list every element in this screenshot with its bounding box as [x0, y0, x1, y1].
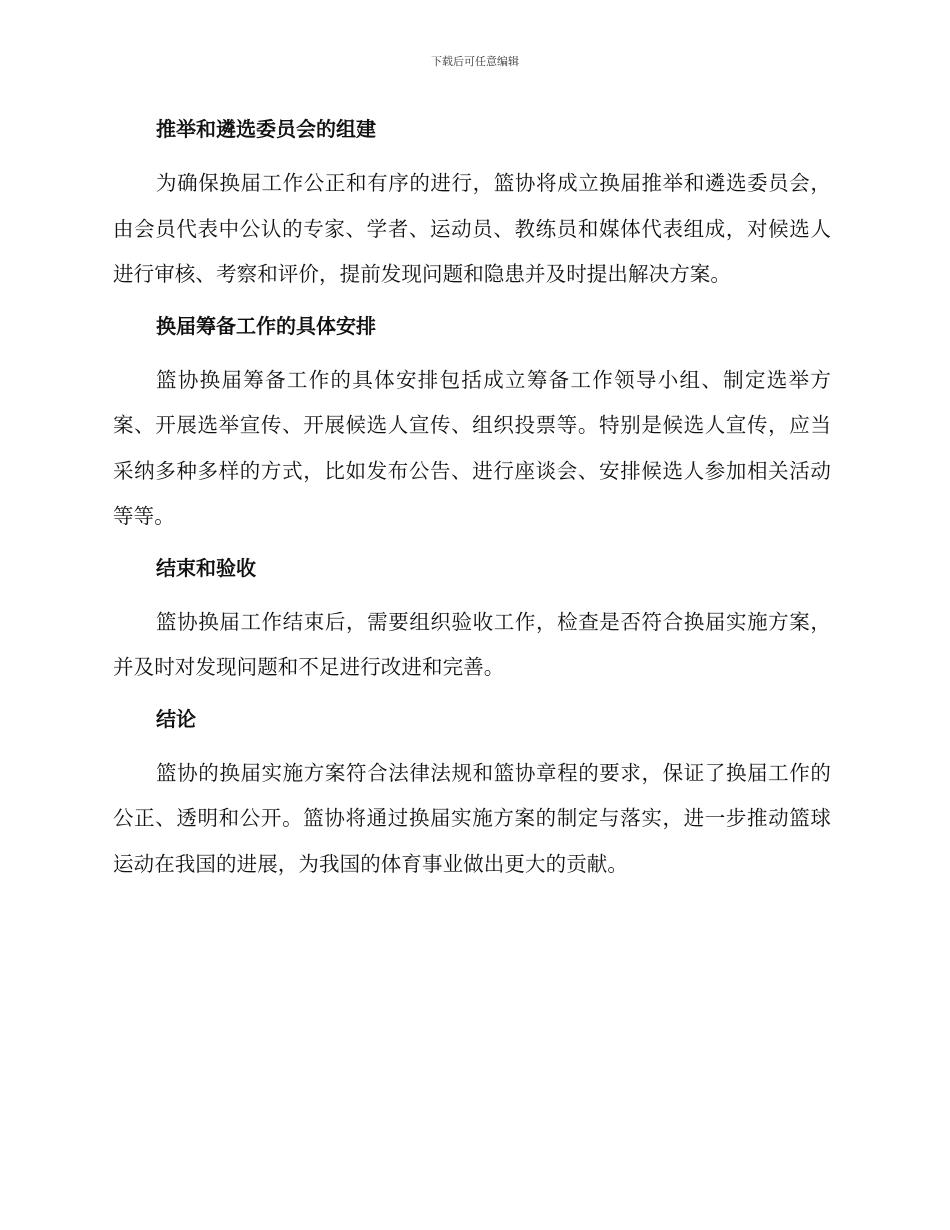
- section-heading: 推举和遴选委员会的组建: [156, 117, 376, 141]
- section-paragraph: 篮协换届筹备工作的具体安排包括成立筹备工作领导小组、制定选举方案、开展选举宣传、开展候选人宣传、组织投票等。特别是候选人宣传，应当采纳多种多样的方式，比如发布公告、进行座谈会、安排候选人参加相关活动等等。: [113, 367, 831, 528]
- section-conclusion: [113, 704, 831, 888]
- section-heading: 结论: [156, 706, 196, 731]
- page-header: 下载后可任意编辑: [431, 55, 519, 68]
- section-heading: 结束和验收: [156, 555, 256, 580]
- section-acceptance: [113, 553, 831, 691]
- document-body: [113, 114, 831, 900]
- section-preparation: [113, 311, 831, 540]
- section-paragraph: 为确保换届工作公正和有序的进行，篮协将成立换届推举和遴选委员会，由会员代表中公认的专家、学者、运动员、教练员和媒体代表组成，对候选人进行审核、考察和评价，提前发现问题和隐患并及时提出解决方案。: [113, 171, 831, 286]
- section-paragraph: 篮协的换届实施方案符合法律法规和篮协章程的要求，保证了换届工作的公正、透明和公开。篮协将通过换届实施方案的制定与落实，进一步推动篮球运动在我国的进展，为我国的体育事业做出更大的贡献。: [113, 760, 831, 876]
- section-heading: 换届筹备工作的具体安排: [156, 313, 376, 338]
- section-committee: [113, 114, 831, 298]
- section-paragraph: 篮协换届工作结束后，需要组织验收工作，检查是否符合换届实施方案，并及时对发现问题和不足进行改进和完善。: [113, 609, 831, 679]
